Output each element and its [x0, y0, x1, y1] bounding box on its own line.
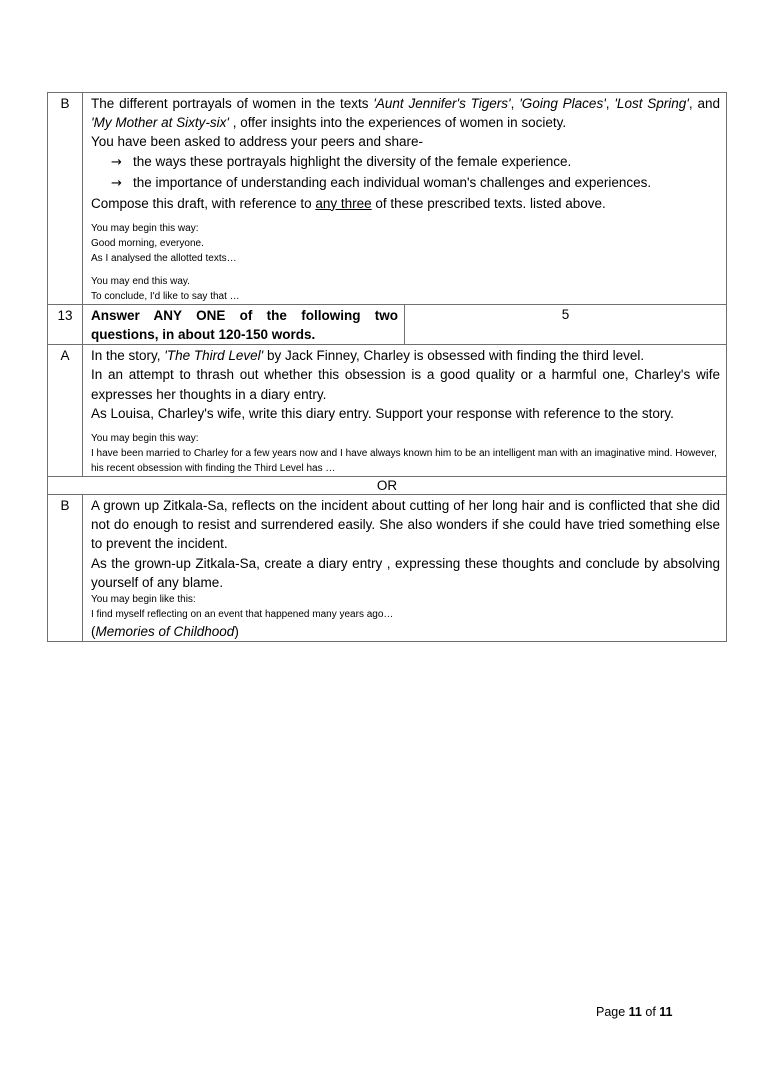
question-row-13 — [48, 304, 727, 344]
hint-text: As I analysed the allotted texts… — [91, 252, 237, 264]
text-segment: Compose this draft, with reference to — [91, 195, 316, 211]
paren: ( — [91, 624, 96, 640]
question-row-12b — [48, 93, 727, 305]
or-label: OR — [48, 477, 727, 495]
paren: ) — [234, 624, 239, 640]
arrow-icon: → — [111, 154, 122, 170]
text-segment: , offer insights into the experiences of women in society. — [228, 115, 567, 131]
question-instruction: Answer ANY ONE of the following two questions, in about 120-150 words. — [91, 307, 398, 343]
hint-block — [91, 221, 720, 304]
text-segment: of these prescribed texts. listed above. — [371, 195, 606, 211]
text-title: 'Aunt Jennifer's Tigers' — [373, 96, 511, 111]
of-word: of — [641, 1005, 660, 1019]
text-segment: by Jack Finney, Charley is obsessed with finding the third level. — [263, 348, 645, 364]
hint-text: To conclude, I'd like to say that … — [91, 290, 240, 302]
text-separator: , — [605, 96, 615, 111]
question-text — [91, 496, 720, 592]
compose-instruction — [91, 194, 720, 213]
question-letter: A — [48, 345, 83, 477]
story-title: 'The Third Level' — [164, 348, 264, 364]
text-segment: In the story, — [91, 348, 165, 364]
bullet-item — [91, 173, 720, 194]
question-text — [91, 346, 720, 423]
question-body — [83, 93, 727, 305]
prompt-paragraph: A grown up Zitkala-Sa, reflects on the incident about cutting of her long hair and is conflicted that she did not do enough to resist and surrendered easily. She also wonders if she could have tried something else to prevent the incident. — [91, 498, 720, 552]
hint-text: I find myself reflecting on an event that happened many years ago… — [91, 609, 394, 621]
source-title: Memories of Childhood — [95, 624, 235, 640]
text-separator: , and — [688, 96, 720, 111]
question-row-13b — [48, 495, 727, 642]
question-letter: B — [48, 93, 83, 305]
hint-label: You may begin this way: — [91, 222, 199, 234]
marks-cell: 5 — [405, 304, 727, 344]
hint-label: You may begin this way: — [91, 433, 199, 445]
question-row-13a — [48, 345, 727, 477]
bullet-text: the importance of understanding each individual woman's challenges and experiences. — [133, 174, 652, 190]
hint-block — [91, 431, 720, 476]
bullet-text: the ways these portrayals highlight the diversity of the female experience. — [133, 153, 572, 169]
prompt-line: In an attempt to thrash out whether this obsession is a good quality or a harmful one, Charley's wife expresses her thoughts in a diary entry. — [91, 367, 720, 402]
or-row — [48, 477, 727, 495]
question-number: 13 — [48, 304, 83, 344]
prompt-line: You have been asked to address your peers and share- — [91, 134, 423, 150]
text-title: 'Going Places' — [519, 96, 606, 111]
prompt-line — [91, 94, 720, 132]
text-segment: The different portrayals of women in the texts — [91, 96, 374, 111]
page-footer — [596, 1005, 672, 1019]
total-pages-number: 11 — [659, 1005, 673, 1019]
source-reference — [91, 622, 720, 641]
question-instruction-cell — [83, 304, 405, 344]
text-title: 'Lost Spring' — [614, 96, 689, 111]
question-table — [47, 92, 727, 642]
underlined-text: any three — [315, 195, 372, 211]
current-page-number: 11 — [628, 1005, 642, 1019]
hint-block — [91, 592, 720, 622]
question-body — [83, 495, 727, 642]
question-text — [91, 94, 720, 152]
page-word: Page — [596, 1005, 629, 1019]
hint-label: You may end this way. — [91, 275, 190, 287]
bullet-item — [91, 152, 720, 173]
prompt-line: As Louisa, Charley's wife, write this diary entry. Support your response with reference to the story. — [91, 405, 674, 421]
question-letter: B — [48, 495, 83, 642]
hint-text: I have been married to Charley for a few years now and I have always known him to be an intelligent man with an imaginative mind. However, his recent obsession with finding the Third Level has … — [91, 448, 717, 475]
text-title: 'My Mother at Sixty-six' — [91, 115, 229, 131]
arrow-icon: → — [111, 175, 122, 191]
question-body — [83, 345, 727, 477]
prompt-paragraph: As the grown-up Zitkala-Sa, create a diary entry , expressing these thoughts and conclude by absolving yourself of any blame. — [91, 555, 720, 590]
hint-label: You may begin like this: — [91, 594, 196, 606]
text-separator: , — [510, 96, 520, 111]
hint-text: Good morning, everyone. — [91, 237, 204, 249]
